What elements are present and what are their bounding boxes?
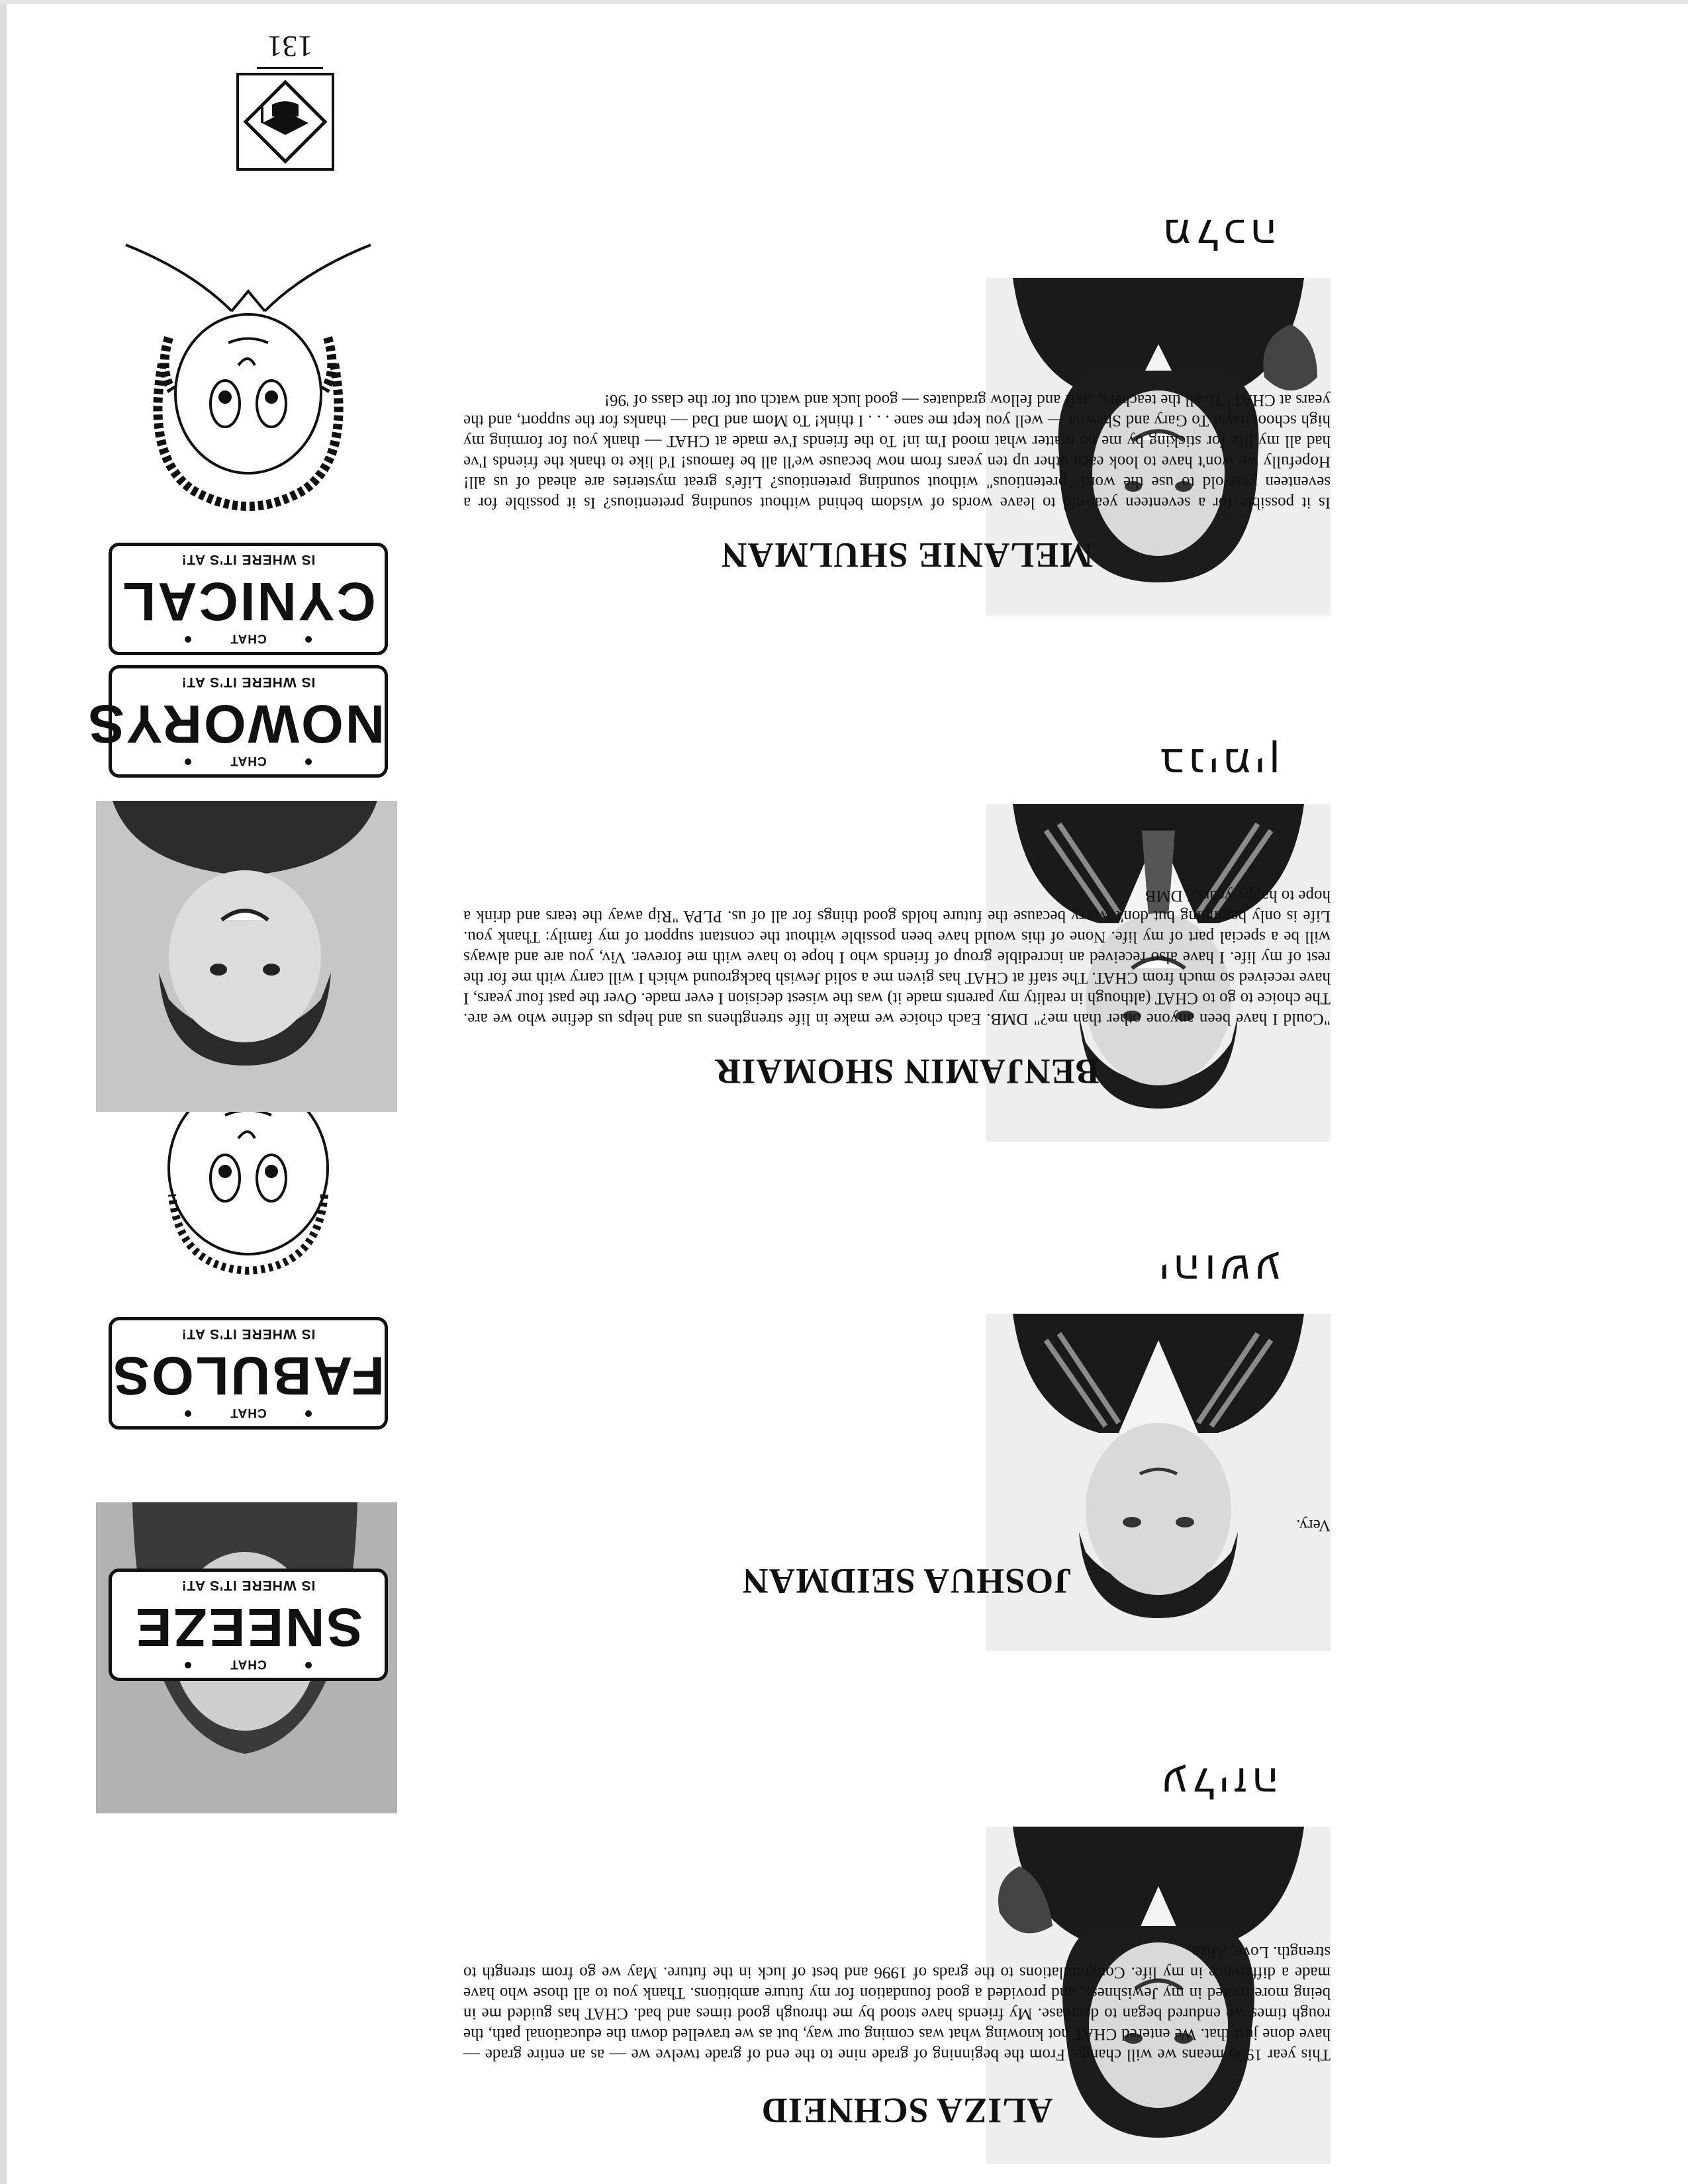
student-name-benjamin: BENJAMIN SHOMAIR xyxy=(714,1052,1100,1091)
page-number-rule xyxy=(257,67,323,69)
plate-top-text: CHAT xyxy=(230,1657,267,1671)
student-bio-aliza: This year 1996 means we will change. From the beginning of grade nine to the end of grade twelve we — as an entire grade — have done just that. We entered CHAT not knowing what was coming our way, but as we travelled down the educational path, the rough times we endured began to decrease. My friends have stood by me through good times and bad. CHAT has guided me in being more rooted in my Jewishness, and provided a good foundation for my future ambitions. Thank you to all those who have made a difference in my life. Congratulations to the grads of 1996 and best of luck in the future. May we go from strength to strength. Love, Aliza. xyxy=(463,1943,1331,2064)
hebrew-name-melanie: מלכה xyxy=(1158,209,1278,258)
scan-edge-shadow xyxy=(0,0,7,2184)
student-name-joshua: JOSHUA SEIDMAN xyxy=(741,1561,1072,1601)
student-bio-joshua: Very. xyxy=(1296,1516,1331,1534)
plate-bottom-text: IS WHERE IT'S AT! xyxy=(181,674,316,690)
student-name-aliza: ALIZA SCHNEID xyxy=(761,2091,1053,2130)
license-plate-benjamin xyxy=(86,665,388,778)
plate-word: FABULOS xyxy=(111,1345,385,1406)
cartoon-caricature-melanie xyxy=(99,225,397,536)
license-plate-aliza xyxy=(109,1569,388,1681)
baby-photo-benjamin xyxy=(96,801,397,1112)
student-bio-melanie: Is it possible for a seventeen year-old to leave words of wisdom behind without sounding pretentious? Is it possible for a seventeen year-old to use the word "pretentious" without sounding pretentious? Life's great mysteries are ahead of us all! Hopefully we won't have to look each other up ten years from now because we'll all be famous! I'd like to thank the friends I've had all my life for sticking by me no matter what mood I'm in! To the friends I've made at CHAT — thank you for forming my high school days! To Gary and Shawna — well you kept me sane . . . I think! To Mom and Dad — thanks for the support, and the years at CHAT! To all the teachers, staff and fellow graduates — good luck and watch out for the class of '96! xyxy=(463,391,1331,512)
hebrew-name-joshua: יהושע xyxy=(1155,1245,1281,1294)
plate-word: CYNICAL xyxy=(120,571,376,631)
plate-top-text: CHAT xyxy=(230,1406,267,1420)
plate-bottom-text: IS WHERE IT'S AT! xyxy=(181,1326,316,1342)
plate-word: NOWORYS xyxy=(86,694,385,754)
student-bio-benjamin: "Could I have been anyone other than me?" DMB. Each choice we make in life strengthens us and helps us define who we are. The choice to go to CHAT (although in reality my parents made it) was the wisest decision I ever made. Over the past four years, I have received so much from CHAT. The staff at CHAT has given me a solid Jewish background which I will carry with me for the rest of my life. I have also received an incredible group of friends who I hope to have with me forever. Viv, you are and always will be a special part of my life. None of this would have been possible without the constant support of my family: Thank you. Life is only beginning but don't worry because the future holds good things for all of us. PLPA "Rip away the tears and drink a hope to happy years." DMB xyxy=(463,887,1331,1028)
plate-top-text: CHAT xyxy=(230,754,267,768)
license-plate-joshua xyxy=(109,1317,388,1430)
license-plate-melanie xyxy=(109,543,388,655)
plate-bottom-text: IS WHERE IT'S AT! xyxy=(181,552,316,567)
plate-bottom-text: IS WHERE IT'S AT! xyxy=(181,1578,316,1593)
plate-top-text: CHAT xyxy=(230,631,267,645)
graduation-cap-logo-icon xyxy=(236,73,334,171)
student-name-melanie: MELANIE SHULMAN xyxy=(720,535,1094,575)
hebrew-name-aliza: עליזה xyxy=(1156,1758,1280,1807)
plate-word: SNEEZE xyxy=(133,1597,363,1657)
scan-top-shadow xyxy=(0,0,1688,4)
hebrew-name-benjamin: בנימין xyxy=(1155,739,1281,788)
page-number: 131 xyxy=(267,30,313,64)
